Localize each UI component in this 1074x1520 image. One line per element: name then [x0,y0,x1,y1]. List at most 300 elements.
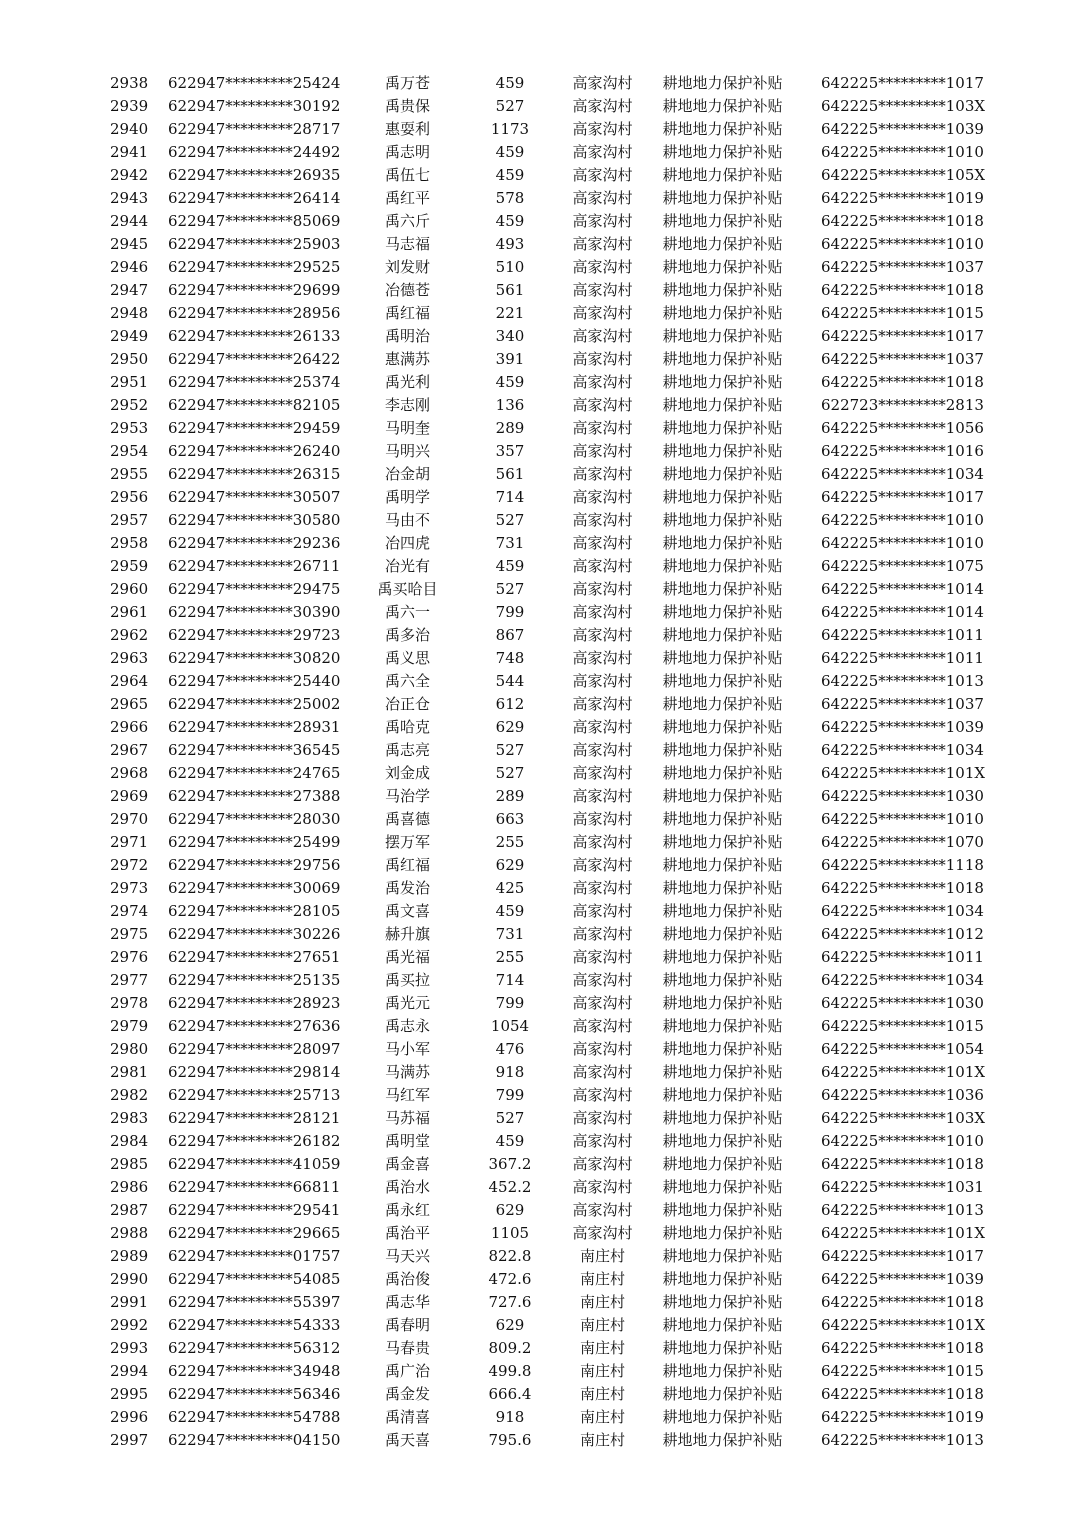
village-name: 高家沟村 [572,511,633,529]
id-card-number: 642225*********1011 [821,948,984,966]
farmer-name: 禹明学 [384,488,430,506]
farmer-name: 冶四虎 [384,534,430,552]
village-name: 高家沟村 [572,810,633,828]
subsidy-amount: 289 [495,419,525,437]
farmer-name: 冶金胡 [384,465,430,483]
row-index: 2984 [110,1132,149,1150]
id-card-number: 642225*********1010 [821,534,984,552]
village-name: 南庄村 [579,1316,625,1334]
table-row [0,233,1074,256]
row-index: 2990 [110,1270,149,1288]
row-index: 2956 [110,488,149,506]
subsidy-amount: 452.2 [488,1178,532,1196]
subsidy-amount: 459 [495,557,525,575]
table-row [0,601,1074,624]
table-row [0,141,1074,164]
farmer-name: 摆万军 [384,833,430,851]
bank-card-number: 622947*********26935 [168,166,341,184]
bank-card-number: 622947*********26240 [168,442,341,460]
village-name: 高家沟村 [572,741,633,759]
table-row [0,624,1074,647]
farmer-name: 马治学 [384,787,430,805]
bank-card-number: 622947*********29236 [168,534,341,552]
village-name: 高家沟村 [572,1224,633,1242]
subsidy-amount: 476 [495,1040,525,1058]
village-name: 高家沟村 [572,580,633,598]
table-row [0,900,1074,923]
table-row [0,1061,1074,1084]
village-name: 高家沟村 [572,120,633,138]
table-row [0,808,1074,831]
table-row [0,854,1074,877]
subsidy-item: 耕地地力保护补贴 [662,925,783,943]
farmer-name: 禹万苍 [384,74,430,92]
id-card-number: 642225*********1039 [821,120,984,138]
subsidy-amount: 459 [495,166,525,184]
subsidy-amount: 918 [495,1408,525,1426]
subsidy-item: 耕地地力保护补贴 [662,1362,783,1380]
subsidy-amount: 1105 [490,1224,530,1242]
table-row [0,463,1074,486]
bank-card-number: 622947*********36545 [168,741,341,759]
subsidy-item: 耕地地力保护补贴 [662,787,783,805]
row-index: 2951 [110,373,149,391]
table-row [0,509,1074,532]
table-row [0,1406,1074,1429]
farmer-name: 禹治水 [384,1178,430,1196]
bank-card-number: 622947*********25374 [168,373,341,391]
subsidy-amount: 472.6 [488,1270,532,1288]
subsidy-item: 耕地地力保护补贴 [662,1431,783,1449]
row-index: 2995 [110,1385,149,1403]
row-index: 2939 [110,97,149,115]
farmer-name: 禹文喜 [384,902,430,920]
bank-card-number: 622947*********54788 [168,1408,341,1426]
table-row [0,1337,1074,1360]
subsidy-amount: 666.4 [488,1385,532,1403]
village-name: 南庄村 [579,1408,625,1426]
subsidy-amount: 799 [495,603,525,621]
subsidy-item: 耕地地力保护补贴 [662,97,783,115]
subsidy-amount: 527 [495,511,525,529]
farmer-name: 禹治平 [384,1224,430,1242]
subsidy-amount: 809.2 [488,1339,532,1357]
subsidy-item: 耕地地力保护补贴 [662,856,783,874]
farmer-name: 禹买哈目 [377,580,438,598]
village-name: 高家沟村 [572,879,633,897]
row-index: 2963 [110,649,149,667]
village-name: 高家沟村 [572,1063,633,1081]
bank-card-number: 622947*********30192 [168,97,341,115]
village-name: 高家沟村 [572,74,633,92]
row-index: 2985 [110,1155,149,1173]
village-name: 高家沟村 [572,212,633,230]
subsidy-amount: 527 [495,741,525,759]
farmer-name: 惠满苏 [384,350,430,368]
subsidy-amount: 527 [495,580,525,598]
village-name: 高家沟村 [572,1086,633,1104]
row-index: 2960 [110,580,149,598]
id-card-number: 642225*********1018 [821,1293,984,1311]
row-index: 2977 [110,971,149,989]
farmer-name: 马小军 [384,1040,430,1058]
id-card-number: 642225*********1018 [821,1155,984,1173]
farmer-name: 禹明堂 [384,1132,430,1150]
subsidy-amount: 289 [495,787,525,805]
row-index: 2981 [110,1063,149,1081]
subsidy-item: 耕地地力保护补贴 [662,1408,783,1426]
subsidy-item: 耕地地力保护补贴 [662,74,783,92]
id-card-number: 642225*********1018 [821,879,984,897]
village-name: 高家沟村 [572,649,633,667]
farmer-name: 禹天喜 [384,1431,430,1449]
village-name: 高家沟村 [572,902,633,920]
subsidy-amount: 340 [495,327,525,345]
subsidy-item: 耕地地力保护补贴 [662,534,783,552]
id-card-number: 642225*********1034 [821,902,984,920]
id-card-number: 642225*********1013 [821,1431,984,1449]
table-row [0,969,1074,992]
farmer-name: 惠耍利 [384,120,430,138]
farmer-name: 禹买拉 [384,971,430,989]
subsidy-item: 耕地地力保护补贴 [662,695,783,713]
subsidy-item: 耕地地力保护补贴 [662,1063,783,1081]
row-index: 2993 [110,1339,149,1357]
farmer-name: 禹志华 [384,1293,430,1311]
bank-card-number: 622947*********24765 [168,764,341,782]
table-row [0,1199,1074,1222]
table-row [0,1222,1074,1245]
subsidy-amount: 367.2 [488,1155,532,1173]
row-index: 2970 [110,810,149,828]
table-row [0,578,1074,601]
id-card-number: 642225*********1018 [821,212,984,230]
id-card-number: 642225*********1018 [821,281,984,299]
bank-card-number: 622947*********29665 [168,1224,341,1242]
id-card-number: 642225*********101X [821,1316,986,1334]
row-index: 2941 [110,143,149,161]
id-card-number: 642225*********1017 [821,488,984,506]
village-name: 高家沟村 [572,442,633,460]
id-card-number: 642225*********1011 [821,649,984,667]
table-row [0,1383,1074,1406]
bank-card-number: 622947*********34948 [168,1362,341,1380]
village-name: 南庄村 [579,1385,625,1403]
row-index: 2979 [110,1017,149,1035]
bank-card-number: 622947*********26182 [168,1132,341,1150]
subsidy-item: 耕地地力保护补贴 [662,1017,783,1035]
table-row [0,1038,1074,1061]
table-row [0,1291,1074,1314]
id-card-number: 642225*********1037 [821,258,984,276]
id-card-number: 642225*********1017 [821,1247,984,1265]
id-card-number: 642225*********103X [821,97,986,115]
subsidy-item: 耕地地力保护补贴 [662,626,783,644]
subsidy-item: 耕地地力保护补贴 [662,189,783,207]
bank-card-number: 622947*********29723 [168,626,341,644]
bank-card-number: 622947*********82105 [168,396,341,414]
subsidy-item: 耕地地力保护补贴 [662,1293,783,1311]
table-row [0,371,1074,394]
id-card-number: 642225*********1034 [821,741,984,759]
bank-card-number: 622947*********28097 [168,1040,341,1058]
village-name: 高家沟村 [572,258,633,276]
village-name: 高家沟村 [572,948,633,966]
farmer-name: 马明兴 [384,442,430,460]
subsidy-amount: 510 [495,258,525,276]
bank-card-number: 622947*********28956 [168,304,341,322]
id-card-number: 642225*********1017 [821,327,984,345]
row-index: 2955 [110,465,149,483]
village-name: 高家沟村 [572,787,633,805]
row-index: 2950 [110,350,149,368]
farmer-name: 禹义思 [384,649,430,667]
village-name: 高家沟村 [572,419,633,437]
table-row [0,1130,1074,1153]
subsidy-item: 耕地地力保护补贴 [662,1224,783,1242]
id-card-number: 622723*********2813 [821,396,984,414]
village-name: 高家沟村 [572,1201,633,1219]
subsidy-item: 耕地地力保护补贴 [662,1109,783,1127]
subsidy-item: 耕地地力保护补贴 [662,166,783,184]
table-row [0,1245,1074,1268]
subsidy-amount: 561 [495,281,525,299]
farmer-name: 刘金成 [384,764,430,782]
village-name: 高家沟村 [572,396,633,414]
id-card-number: 642225*********1037 [821,695,984,713]
subsidy-amount: 748 [495,649,525,667]
id-card-number: 642225*********1018 [821,1385,984,1403]
table-row [0,555,1074,578]
table-row [0,417,1074,440]
subsidy-amount: 578 [495,189,525,207]
bank-card-number: 622947*********25713 [168,1086,341,1104]
row-index: 2958 [110,534,149,552]
row-index: 2982 [110,1086,149,1104]
table-body [0,72,1074,1452]
row-index: 2949 [110,327,149,345]
subsidy-item: 耕地地力保护补贴 [662,948,783,966]
table-row [0,302,1074,325]
village-name: 高家沟村 [572,672,633,690]
subsidy-item: 耕地地力保护补贴 [662,833,783,851]
table-row [0,1107,1074,1130]
table-row [0,1153,1074,1176]
farmer-name: 禹金发 [384,1385,430,1403]
id-card-number: 642225*********1011 [821,626,984,644]
village-name: 高家沟村 [572,1017,633,1035]
row-index: 2944 [110,212,149,230]
subsidy-item: 耕地地力保护补贴 [662,373,783,391]
subsidy-amount: 629 [495,718,525,736]
farmer-name: 禹红福 [384,856,430,874]
farmer-name: 禹广治 [384,1362,430,1380]
subsidy-item: 耕地地力保护补贴 [662,212,783,230]
village-name: 南庄村 [579,1293,625,1311]
subsidy-item: 耕地地力保护补贴 [662,810,783,828]
village-name: 高家沟村 [572,465,633,483]
row-index: 2997 [110,1431,149,1449]
table-row [0,1429,1074,1452]
subsidy-item: 耕地地力保护补贴 [662,419,783,437]
table-row [0,716,1074,739]
bank-card-number: 622947*********85069 [168,212,341,230]
row-index: 2945 [110,235,149,253]
subsidy-item: 耕地地力保护补贴 [662,350,783,368]
subsidy-item: 耕地地力保护补贴 [662,603,783,621]
subsidy-amount: 1054 [490,1017,530,1035]
bank-card-number: 622947*********55397 [168,1293,341,1311]
table-row [0,1360,1074,1383]
subsidy-amount: 731 [495,534,525,552]
farmer-name: 禹志明 [384,143,430,161]
village-name: 高家沟村 [572,373,633,391]
village-name: 高家沟村 [572,143,633,161]
village-name: 高家沟村 [572,1109,633,1127]
village-name: 高家沟村 [572,235,633,253]
row-index: 2987 [110,1201,149,1219]
farmer-name: 马满苏 [384,1063,430,1081]
subsidy-amount: 561 [495,465,525,483]
subsidy-item: 耕地地力保护补贴 [662,1178,783,1196]
table-row [0,923,1074,946]
farmer-name: 禹发治 [384,879,430,897]
row-index: 2988 [110,1224,149,1242]
row-index: 2991 [110,1293,149,1311]
subsidy-amount: 795.6 [488,1431,532,1449]
bank-card-number: 622947*********28931 [168,718,341,736]
village-name: 高家沟村 [572,925,633,943]
subsidy-amount: 459 [495,373,525,391]
table-row [0,348,1074,371]
bank-card-number: 622947*********29525 [168,258,341,276]
bank-card-number: 622947*********26711 [168,557,341,575]
subsidy-amount: 527 [495,764,525,782]
bank-card-number: 622947*********25499 [168,833,341,851]
table-row [0,647,1074,670]
farmer-name: 赫升旗 [384,925,430,943]
id-card-number: 642225*********101X [821,764,986,782]
subsidy-amount: 459 [495,74,525,92]
row-index: 2959 [110,557,149,575]
subsidy-item: 耕地地力保护补贴 [662,442,783,460]
subsidy-item: 耕地地力保护补贴 [662,1339,783,1357]
table-row [0,992,1074,1015]
subsidy-item: 耕地地力保护补贴 [662,672,783,690]
subsidy-amount: 255 [495,833,525,851]
table-row [0,1015,1074,1038]
row-index: 2946 [110,258,149,276]
table-row [0,1176,1074,1199]
subsidy-item: 耕地地力保护补贴 [662,1270,783,1288]
subsidy-amount: 499.8 [488,1362,532,1380]
farmer-name: 马志福 [384,235,430,253]
id-card-number: 642225*********1034 [821,971,984,989]
subsidy-amount: 459 [495,143,525,161]
row-index: 2975 [110,925,149,943]
subsidy-amount: 629 [495,1316,525,1334]
subsidy-amount: 918 [495,1063,525,1081]
subsidy-amount: 714 [495,971,525,989]
bank-card-number: 622947*********41059 [168,1155,341,1173]
village-name: 高家沟村 [572,856,633,874]
id-card-number: 642225*********1054 [821,1040,984,1058]
subsidy-amount: 391 [495,350,525,368]
subsidy-item: 耕地地力保护补贴 [662,327,783,345]
farmer-name: 马春贵 [384,1339,430,1357]
village-name: 高家沟村 [572,695,633,713]
table-row [0,1268,1074,1291]
bank-card-number: 622947*********30507 [168,488,341,506]
bank-card-number: 622947*********24492 [168,143,341,161]
subsidy-amount: 527 [495,97,525,115]
farmer-name: 禹光福 [384,948,430,966]
village-name: 南庄村 [579,1270,625,1288]
id-card-number: 642225*********1118 [821,856,984,874]
farmer-name: 冶正仓 [384,695,430,713]
farmer-name: 禹志亮 [384,741,430,759]
bank-card-number: 622947*********29699 [168,281,341,299]
bank-card-number: 622947*********30390 [168,603,341,621]
bank-card-number: 622947*********28105 [168,902,341,920]
farmer-name: 禹永红 [384,1201,430,1219]
village-name: 高家沟村 [572,488,633,506]
farmer-name: 禹春明 [384,1316,430,1334]
bank-card-number: 622947*********28121 [168,1109,341,1127]
row-index: 2964 [110,672,149,690]
bank-card-number: 622947*********28717 [168,120,341,138]
row-index: 2996 [110,1408,149,1426]
subsidy-item: 耕地地力保护补贴 [662,120,783,138]
farmer-name: 禹贵保 [384,97,430,115]
farmer-name: 禹喜德 [384,810,430,828]
subsidy-amount: 663 [495,810,525,828]
village-name: 高家沟村 [572,626,633,644]
id-card-number: 642225*********1014 [821,580,984,598]
subsidy-item: 耕地地力保护补贴 [662,488,783,506]
subsidy-amount: 727.6 [488,1293,532,1311]
table-row [0,831,1074,854]
row-index: 2978 [110,994,149,1012]
bank-card-number: 622947*********28923 [168,994,341,1012]
village-name: 高家沟村 [572,1155,633,1173]
farmer-name: 禹清喜 [384,1408,430,1426]
subsidy-amount: 221 [495,304,525,322]
village-name: 高家沟村 [572,718,633,736]
id-card-number: 642225*********1070 [821,833,984,851]
subsidy-amount: 357 [495,442,525,460]
subsidy-amount: 459 [495,212,525,230]
subsidy-amount: 255 [495,948,525,966]
bank-card-number: 622947*********25135 [168,971,341,989]
bank-card-number: 622947*********30069 [168,879,341,897]
table-row [0,486,1074,509]
bank-card-number: 622947*********29756 [168,856,341,874]
subsidy-item: 耕地地力保护补贴 [662,396,783,414]
bank-card-number: 622947*********29459 [168,419,341,437]
row-index: 2992 [110,1316,149,1334]
village-name: 高家沟村 [572,603,633,621]
row-index: 2953 [110,419,149,437]
farmer-name: 马天兴 [384,1247,430,1265]
subsidy-item: 耕地地力保护补贴 [662,511,783,529]
subsidy-amount: 629 [495,856,525,874]
village-name: 高家沟村 [572,534,633,552]
id-card-number: 642225*********1012 [821,925,984,943]
farmer-name: 禹哈克 [384,718,430,736]
table-row [0,1314,1074,1337]
table-row [0,187,1074,210]
